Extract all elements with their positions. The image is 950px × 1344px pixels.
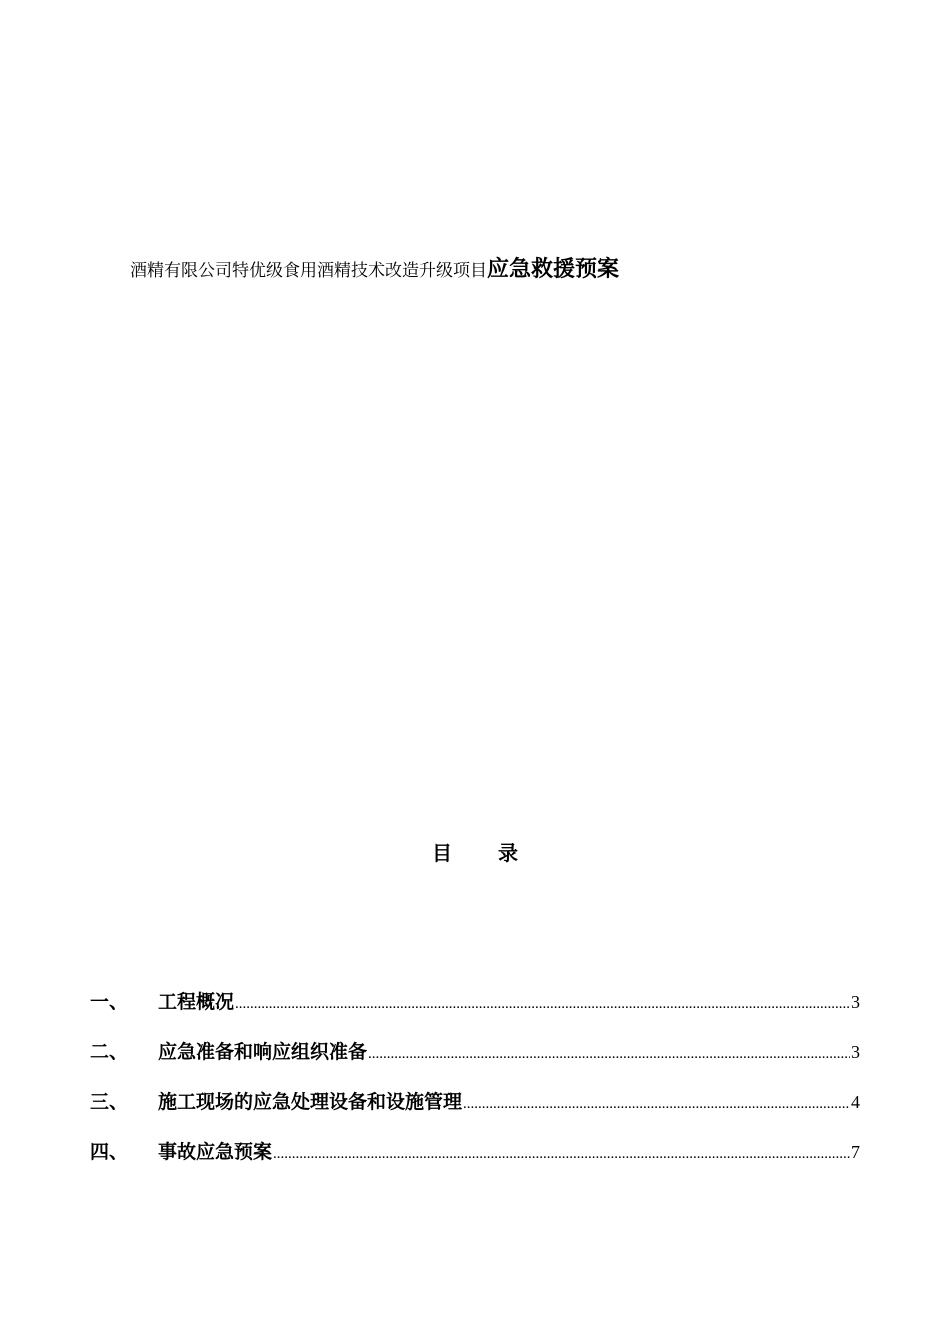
toc-entry[interactable] — [90, 987, 860, 1037]
toc-entry-title: 应急准备和响应组织准备 — [158, 1041, 368, 1063]
toc-entry-number: 四、 — [90, 1141, 129, 1163]
toc-entry-leader — [235, 989, 850, 1019]
toc-entry-leader — [273, 1139, 850, 1169]
toc-heading-right: 录 — [498, 841, 518, 865]
toc-entry-number: 三、 — [90, 1091, 129, 1113]
toc-entry-page: 3 — [851, 992, 860, 1012]
document-title-prefix: 酒精有限公司特优级食用酒精技术改造升级项目 — [130, 261, 487, 281]
toc-entry-title: 工程概况 — [158, 991, 235, 1013]
toc-entry-leader — [463, 1089, 850, 1119]
toc-entry-page: 4 — [851, 1092, 860, 1112]
toc-entry[interactable] — [90, 1087, 860, 1137]
toc-entry-page: 7 — [851, 1142, 860, 1162]
toc-entry-number: 二、 — [90, 1041, 129, 1063]
toc-heading-left: 目 — [432, 841, 452, 865]
toc-entry-page: 3 — [851, 1042, 860, 1062]
toc-entry-leader — [368, 1039, 850, 1069]
toc-entry-number: 一、 — [90, 991, 129, 1013]
document-title-main: 应急救援预案 — [487, 257, 620, 282]
toc-list — [90, 987, 860, 1187]
toc-entry[interactable] — [90, 1037, 860, 1087]
document-title — [130, 254, 619, 287]
toc-entry-title: 事故应急预案 — [158, 1141, 273, 1163]
toc-entry-title: 施工现场的应急处理设备和设施管理 — [158, 1091, 463, 1113]
toc-heading — [0, 838, 950, 868]
toc-entry[interactable] — [90, 1137, 860, 1187]
